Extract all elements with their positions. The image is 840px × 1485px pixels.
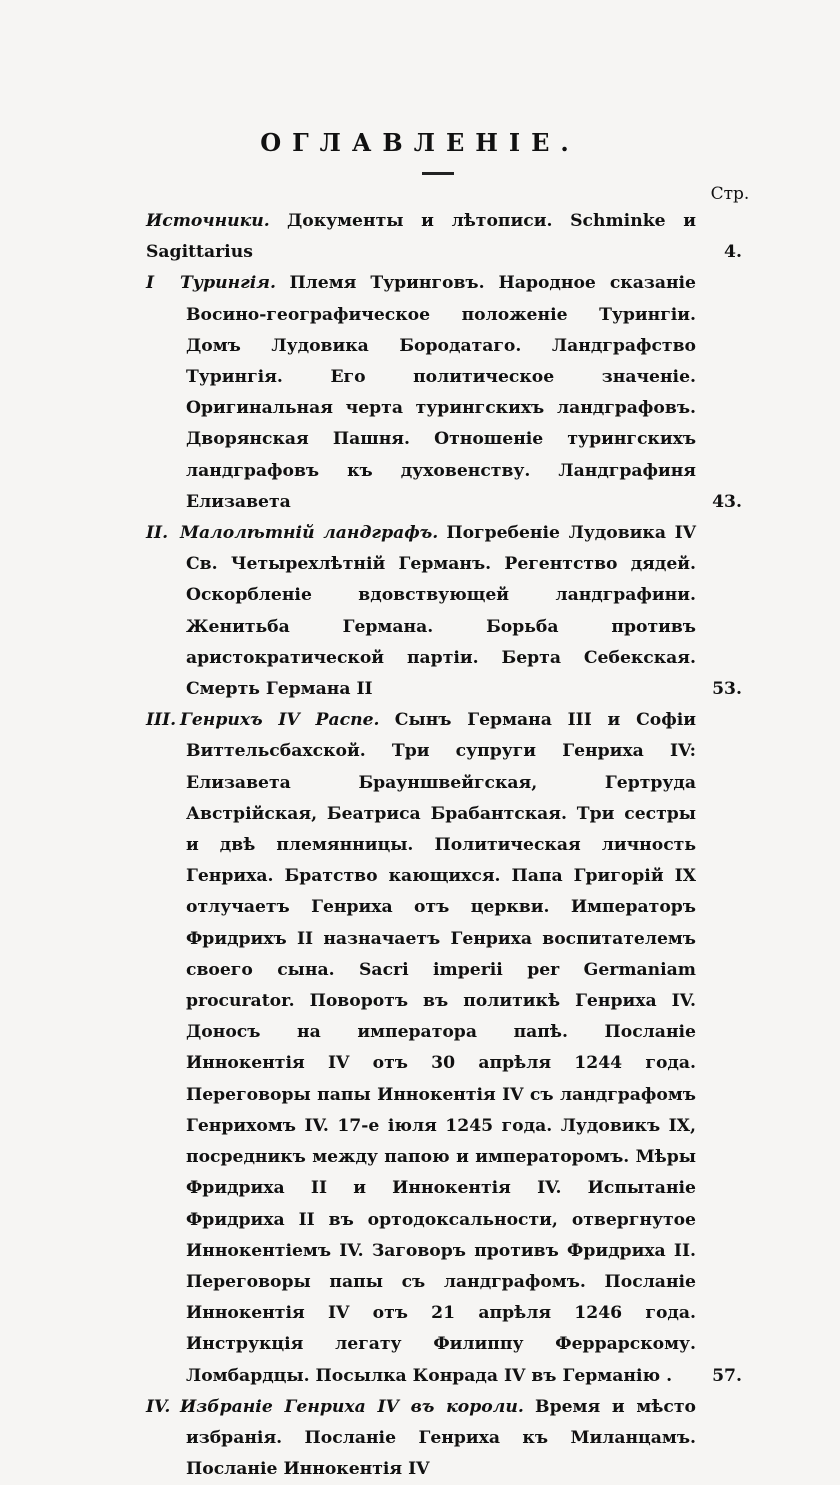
page-title: ОГЛАВЛЕНІЕ. [260, 128, 580, 157]
entry-page: 53. [712, 679, 742, 700]
entry-text: Сынъ Германа III и Софіи Виттельсбахской. Три супруги Генриха IV: Елизавета Брауншвейгская, Гертруда Австрійская, Беатриса Брабантская. Три сестры и двѣ племянницы. Политическая личность Генриха. Братство кающихся. Папа Григорій IX отлучаетъ Генриха отъ церкви. Императоръ Фридрихъ II назначаетъ Генриха воспитателемъ своего сына. Sacri imperii per Germaniam procurator. Поворотъ въ политикѣ Генриха IV. Доносъ на императора папѣ. Посланіе Иннокентія IV отъ 30 апрѣля 1244 года. Переговоры папы Иннокентія IV съ ландграфомъ Генрихомъ IV. 17-е іюля 1245 года. Лудовикъ IX, посредникъ между папою и императоромъ. Мѣры Фридриха II и Иннокентія IV. Испытаніе Фридриха II въ ортодоксальности, отвергнутое Иннокентіемъ IV. Заговоръ противъ Фридриха II. Переговоры папы съ ландграфомъ. Посланіе Иннокентія IV отъ 21 апрѣля 1246 года. Инструкція легату Филиппу Феррарскому. Ломбардцы. Посылка Конрада IV въ Германію . [186, 710, 697, 1386]
entry-heading: Турингія. [180, 273, 276, 294]
entry-text: Время и мѣсто избранія. Посланіе Генриха къ Миланцамъ. Посланіе Иннокентія IV [186, 1396, 696, 1480]
entry-page: 4. [724, 242, 742, 263]
entry-numeral: II. [146, 523, 169, 544]
entry-numeral: I [146, 273, 155, 294]
entry-page: 43. [712, 491, 742, 512]
entry-text: Документы и лѣтописи. Schminke и Sagittarius [146, 211, 696, 263]
toc-entry [146, 206, 776, 268]
page-column-header: Стр. [710, 184, 750, 204]
toc-entries [146, 206, 776, 1485]
entry-heading: Генрихъ IV Распе. [180, 710, 380, 731]
entry-heading: Избраніе Генриха IV въ короли. [180, 1396, 524, 1417]
entry-numeral: IV. [146, 1396, 171, 1417]
entry-heading: Источники. [146, 211, 270, 231]
entry-page: 57. [712, 1365, 742, 1386]
toc-entry [146, 268, 776, 518]
title-rule [422, 172, 454, 175]
entry-text: Племя Туринговъ. Народное сказаніе Восино-географическое положеніе Турингіи. Домъ Лудовика Бородатаго. Ландграфство Турингія. Его политическое значеніе. Оригинальная черта турингскихъ ландграфовъ. Дворянская Пашня. Отношеніе турингскихъ ландграфовъ къ духовенству. Ландграфиня Елизавета [186, 273, 696, 512]
toc-entry [146, 705, 776, 1391]
toc-entry [146, 1392, 776, 1485]
entry-text: Погребеніе Лудовика IV Св. Четырехлѣтній Германъ. Регентство дядей. Оскорбленіе вдовствующей ландграфини. Женитьба Германа. Борьба противъ аристократической партіи. Берта Себекская. Смерть Германа II [186, 523, 696, 700]
entry-numeral: III. [146, 710, 177, 731]
toc-entry [146, 518, 776, 705]
entry-heading: Малолѣтній ландграфъ. [180, 523, 439, 544]
